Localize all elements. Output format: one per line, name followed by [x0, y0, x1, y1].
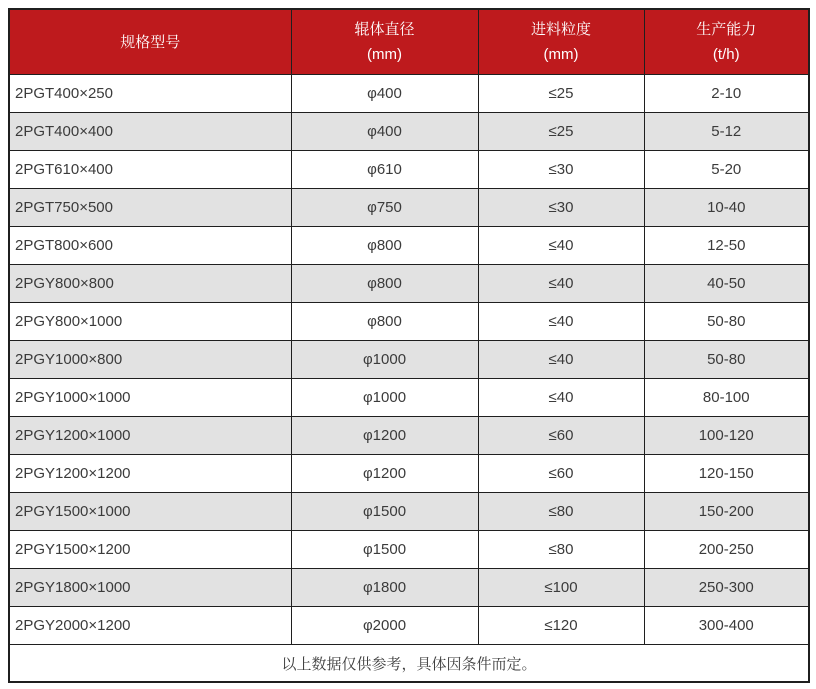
header-title-model: 规格型号 [120, 33, 181, 51]
cell-roller-diameter: φ1000 [291, 379, 478, 417]
cell-feed-size: ≤80 [478, 531, 644, 569]
cell-capacity: 120-150 [644, 455, 809, 493]
table-row [9, 151, 809, 189]
cell-feed-size: ≤60 [478, 417, 644, 455]
cell-capacity: 250-300 [644, 569, 809, 607]
header-cell-model [9, 9, 291, 75]
cell-model: 2PGY800×1000 [9, 303, 291, 341]
header-cell-capacity [644, 9, 809, 75]
footer-row [9, 645, 809, 683]
table-row [9, 417, 809, 455]
cell-feed-size: ≤40 [478, 379, 644, 417]
cell-model: 2PGY1200×1000 [9, 417, 291, 455]
cell-capacity: 5-12 [644, 113, 809, 151]
cell-feed-size: ≤40 [478, 265, 644, 303]
cell-model: 2PGT750×500 [9, 189, 291, 227]
cell-feed-size: ≤40 [478, 303, 644, 341]
cell-capacity: 40-50 [644, 265, 809, 303]
cell-capacity: 50-80 [644, 341, 809, 379]
cell-roller-diameter: φ1800 [291, 569, 478, 607]
cell-capacity: 12-50 [644, 227, 809, 265]
cell-capacity: 80-100 [644, 379, 809, 417]
table-row [9, 607, 809, 645]
table-header [9, 9, 809, 75]
cell-model: 2PGT400×250 [9, 75, 291, 113]
cell-model: 2PGY1500×1000 [9, 493, 291, 531]
cell-roller-diameter: φ2000 [291, 607, 478, 645]
cell-feed-size: ≤60 [478, 455, 644, 493]
cell-capacity: 200-250 [644, 531, 809, 569]
cell-roller-diameter: φ1000 [291, 341, 478, 379]
cell-feed-size: ≤30 [478, 151, 644, 189]
header-title-roller-diameter: 辊体直径 [354, 21, 415, 38]
cell-roller-diameter: φ610 [291, 151, 478, 189]
cell-feed-size: ≤40 [478, 227, 644, 265]
cell-roller-diameter: φ1500 [291, 493, 478, 531]
cell-model: 2PGY1800×1000 [9, 569, 291, 607]
cell-roller-diameter: φ1500 [291, 531, 478, 569]
cell-model: 2PGY1500×1200 [9, 531, 291, 569]
cell-capacity: 50-80 [644, 303, 809, 341]
table-row [9, 379, 809, 417]
cell-feed-size: ≤25 [478, 75, 644, 113]
header-unit-roller-diameter: (mm) [367, 46, 402, 63]
table-row [9, 189, 809, 227]
header-row [9, 9, 809, 75]
cell-roller-diameter: φ800 [291, 303, 478, 341]
table-row [9, 455, 809, 493]
cell-model: 2PGY1000×1000 [9, 379, 291, 417]
footer-note: 以上数据仅供参考，具体因条件而定。 [9, 645, 809, 683]
header-unit-capacity: (t/h) [712, 46, 740, 63]
cell-feed-size: ≤80 [478, 493, 644, 531]
cell-roller-diameter: φ400 [291, 113, 478, 151]
table-row [9, 113, 809, 151]
cell-capacity: 2-10 [644, 75, 809, 113]
cell-roller-diameter: φ800 [291, 227, 478, 265]
cell-model: 2PGY2000×1200 [9, 607, 291, 645]
cell-model: 2PGY800×800 [9, 265, 291, 303]
table-footer [9, 645, 809, 683]
cell-feed-size: ≤30 [478, 189, 644, 227]
table-row [9, 531, 809, 569]
cell-feed-size: ≤120 [478, 607, 644, 645]
cell-roller-diameter: φ800 [291, 265, 478, 303]
cell-feed-size: ≤25 [478, 113, 644, 151]
cell-roller-diameter: φ1200 [291, 455, 478, 493]
cell-capacity: 150-200 [644, 493, 809, 531]
cell-capacity: 5-20 [644, 151, 809, 189]
header-cell-roller-diameter [291, 9, 478, 75]
cell-feed-size: ≤100 [478, 569, 644, 607]
table-row [9, 569, 809, 607]
table-row [9, 227, 809, 265]
cell-model: 2PGY1000×800 [9, 341, 291, 379]
cell-roller-diameter: φ1200 [291, 417, 478, 455]
cell-capacity: 100-120 [644, 417, 809, 455]
cell-roller-diameter: φ750 [291, 189, 478, 227]
cell-model: 2PGT800×600 [9, 227, 291, 265]
cell-capacity: 10-40 [644, 189, 809, 227]
table-row [9, 303, 809, 341]
cell-model: 2PGT400×400 [9, 113, 291, 151]
header-title-feed-size: 进料粒度 [530, 21, 591, 38]
header-unit-feed-size: (mm) [543, 46, 579, 63]
cell-capacity: 300-400 [644, 607, 809, 645]
table-row [9, 341, 809, 379]
table-row [9, 493, 809, 531]
cell-feed-size: ≤40 [478, 341, 644, 379]
table-row [9, 75, 809, 113]
table-body [9, 75, 809, 645]
cell-roller-diameter: φ400 [291, 75, 478, 113]
cell-model: 2PGY1200×1200 [9, 455, 291, 493]
header-title-capacity: 生产能力 [696, 21, 757, 38]
spec-table [8, 8, 810, 683]
header-cell-feed-size [478, 9, 644, 75]
cell-model: 2PGT610×400 [9, 151, 291, 189]
table-row [9, 265, 809, 303]
